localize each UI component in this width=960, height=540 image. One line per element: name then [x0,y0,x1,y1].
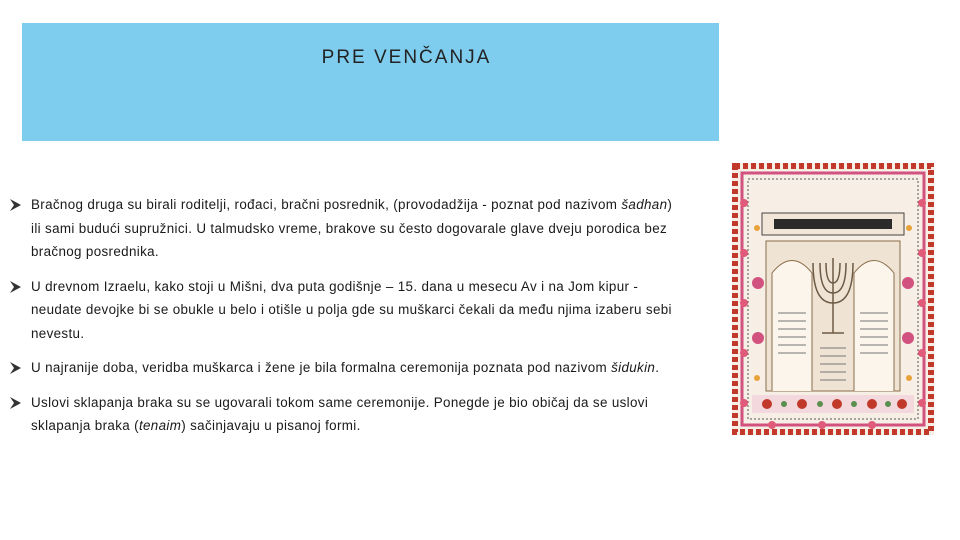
bullet-text: Uslovi sklapanja braka su se ugovarali tokom same ceremonije. Ponegde je bio običaj da se uslovi sklapanja braka ( [31,394,649,433]
bullet-text: U drevnom Izraelu, kako stoji u Mišni, dva puta godišnje – 15. dana u mesecu Av i na Jom kipur - neudate devojke bi se obukle u belo i otišle u polja gde su muškarci čekali da među njima izaberu sebi nevestu. [31,278,672,341]
term-italic: šidukin [611,360,656,375]
title-banner [22,23,719,141]
ketubah-illustration-icon [732,163,934,435]
slide-title: PRE VENČANJA [321,47,492,68]
arrow-bullet-icon [10,281,21,293]
bullet-item [10,275,675,346]
arrow-bullet-icon [10,362,21,374]
term-italic: tenaim [138,418,182,433]
bullet-text: . [655,360,660,375]
bullet-item [10,391,675,438]
bullet-list [10,193,675,449]
bullet-text: U najranije doba, veridba muškarca i žene je bila formalna ceremonija poznata pod nazivom [31,360,612,375]
arrow-bullet-icon [10,397,21,409]
bullet-text: ) ili sami budući supružnici. U talmudsko vreme, brakove su često dogovarale glave dveju porodica bez bračnog posrednika. [31,197,673,259]
arrow-bullet-icon [10,199,21,211]
bullet-item [10,356,675,380]
bullet-text: Bračnog druga su birali roditelji, rođaci, bračni posrednik, (provodadžija - poznat pod nazivom [31,197,622,212]
bullet-text: ) sačinjavaju u pisanoj formi. [181,418,361,433]
bullet-item [10,193,675,264]
term-italic: šadhan [621,197,668,212]
